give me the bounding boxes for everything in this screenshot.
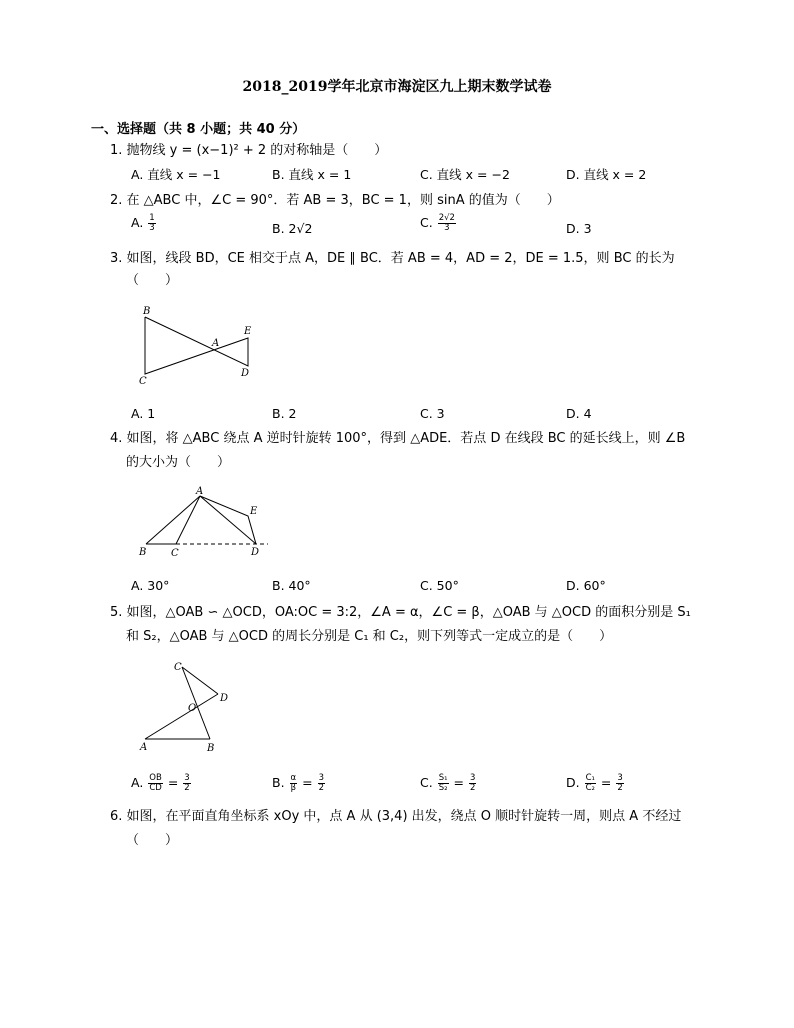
question-2-stem: 2. 在 △ABC 中，∠C = 90°．若 AB = 3，BC = 1，则 sinA 的值为（ ） [110,193,560,208]
fraction-right [318,774,325,793]
q3-option-d: D. 4 [566,406,592,421]
q4-option-a: A. 30° [131,578,170,593]
question-6-stem: 6. 如图，在平面直角坐标系 xOy 中，点 A 从 (3,4) 出发，绕点 O 顺时针旋转一周，则点 A 不经过 [110,809,682,824]
numerator: 1 [149,213,155,223]
q3-option-a: A. 1 [131,406,156,421]
question-1-stem: 1. 抛物线 y = (x−1)² + 2 的对称轴是（ ） [110,143,388,158]
page-title: 2018_2019学年北京市海淀区九上期末数学试卷 [242,79,552,95]
equals-sign: = [167,775,179,790]
fraction-left [585,774,596,793]
numerator: 3 [318,773,325,783]
q1-option-b: B. 直线 x = 1 [272,167,352,182]
fraction-right [469,774,476,793]
question-4-stem: 4. 如图，将 △ABC 绕点 A 逆时针旋转 100°，得到 △ADE．若点 D 在线段 BC 的延长线上，则 ∠B [110,431,686,446]
fraction-right [183,774,190,793]
fraction-right [616,774,623,793]
q2-option-d: D. 3 [566,221,592,236]
label-d: D [241,368,250,379]
denominator: 2 [469,783,476,793]
label-a: A [196,486,204,497]
q4-option-d: D. 60° [566,578,606,593]
denominator: CD [149,783,162,793]
numerator: S₁ [438,773,448,783]
denominator: 3 [444,223,450,233]
question-3-stem-cont: （ ） [126,273,179,288]
question-5-stem: 5. 如图，△OAB ∽ △OCD，OA:OC = 3:2，∠A = α，∠C = β，△OAB 与 △OCD 的面积分别是 S₁ [110,605,691,620]
numerator: C₁ [585,773,595,783]
numerator: α [290,773,297,783]
denominator: 2 [617,783,623,793]
q5-option-a-prefix: A. [131,775,144,790]
denominator: 2 [318,783,325,793]
q5-option-c [420,774,477,793]
denominator: β [290,783,297,793]
q3-figure [134,302,264,388]
q1-option-c: C. 直线 x = −2 [420,167,510,182]
denominator: S₂ [438,783,448,793]
q3-option-c: C. 3 [420,406,445,421]
q2-option-c-prefix: C. [420,215,433,230]
label-o: O [188,703,197,714]
question-6-stem-cont: （ ） [126,833,179,848]
fraction [438,214,456,233]
label-c: C [171,548,179,559]
q5-option-b-prefix: B. [272,775,285,790]
equals-sign: = [600,775,612,790]
q2-option-b: B. 2√2 [272,221,313,236]
label-b: B [207,743,215,754]
label-c: C [139,376,147,387]
q2-option-c [420,214,457,233]
label-b: B [139,547,147,558]
q5-option-c-prefix: C. [420,775,433,790]
q3-option-b: B. 2 [272,406,297,421]
fraction-left [148,774,163,793]
q2-option-a [131,214,157,233]
denominator: 3 [149,223,155,233]
fraction [148,214,155,233]
q5-option-d [566,774,625,793]
q5-option-b [272,774,326,793]
label-d: D [220,693,229,704]
equals-sign: = [302,775,313,790]
label-d: D [251,547,260,558]
q5-option-d-prefix: D. [566,775,580,790]
section-heading: 一、选择题（共 8 小题；共 40 分） [91,122,306,137]
label-e: E [250,506,258,517]
q4-option-b: B. 40° [272,578,311,593]
q1-option-d: D. 直线 x = 2 [566,167,647,182]
q1-option-a: A. 直线 x = −1 [131,167,221,182]
label-e: E [244,326,252,337]
question-3-stem: 3. 如图，线段 BD，CE 相交于点 A，DE ∥ BC．若 AB = 4，AD = 2，DE = 1.5，则 BC 的长为 [110,251,675,266]
q5-option-a [131,774,192,793]
label-a: A [212,338,220,349]
label-c: C [174,662,182,673]
numerator: OB [149,773,162,783]
question-4-stem-cont: 的大小为（ ） [126,455,231,470]
fraction-left [290,774,298,793]
numerator: 3 [469,773,476,783]
question-5-stem-cont: 和 S₂，△OAB 与 △OCD 的周长分别是 C₁ 和 C₂，则下列等式一定成立的是（ ） [126,629,613,644]
label-a: A [140,742,148,753]
numerator: 3 [617,773,623,783]
label-b: B [143,306,151,317]
q4-figure [134,484,274,560]
equals-sign: = [453,775,464,790]
q2-option-a-prefix: A. [131,215,144,230]
numerator: 3 [184,773,190,783]
numerator: 2√2 [438,213,455,223]
fraction-left [438,774,449,793]
denominator: C₂ [585,783,595,793]
denominator: 2 [184,783,190,793]
q4-option-c: C. 50° [420,578,459,593]
q5-figure [134,656,244,756]
